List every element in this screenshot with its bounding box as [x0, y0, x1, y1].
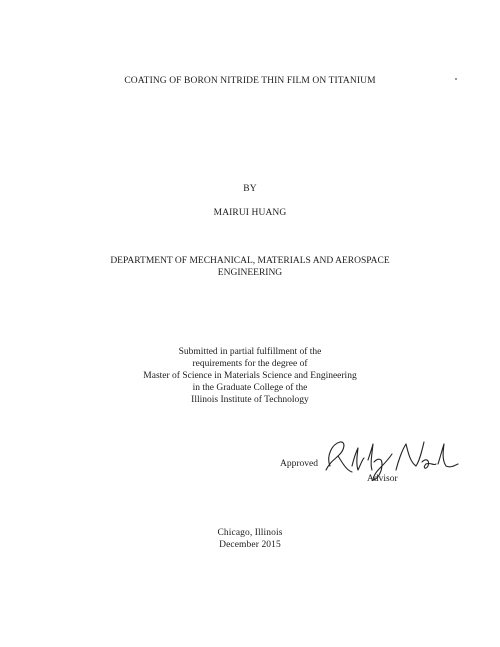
submission-line-5: Illinois Institute of Technology	[191, 395, 309, 405]
submission-line-1: Submitted in partial fulfillment of the	[178, 347, 322, 357]
advisor-label: Advisor	[367, 474, 398, 484]
date: December 2015	[219, 540, 281, 550]
department-block	[0, 255, 500, 279]
approval-block	[272, 436, 472, 486]
department-line-1: DEPARTMENT OF MECHANICAL, MATERIALS AND AEROSPACE	[110, 256, 390, 266]
thesis-title: COATING OF BORON NITRIDE THIN FILM ON TITANIUM	[124, 76, 376, 86]
submission-line-3: Master of Science in Materials Science and Engineering	[143, 371, 357, 381]
submission-block	[0, 346, 500, 406]
location: Chicago, Illinois	[217, 528, 283, 538]
scan-speck	[455, 78, 457, 80]
by-label: BY	[243, 184, 257, 194]
department-line-2: ENGINEERING	[217, 268, 283, 278]
submission-line-2: requirements for the degree of	[192, 359, 308, 369]
author-name: MAIRUI HUANG	[213, 208, 287, 218]
submission-line-4: in the Graduate College of the	[192, 383, 308, 393]
approved-label: Approved	[280, 459, 318, 469]
